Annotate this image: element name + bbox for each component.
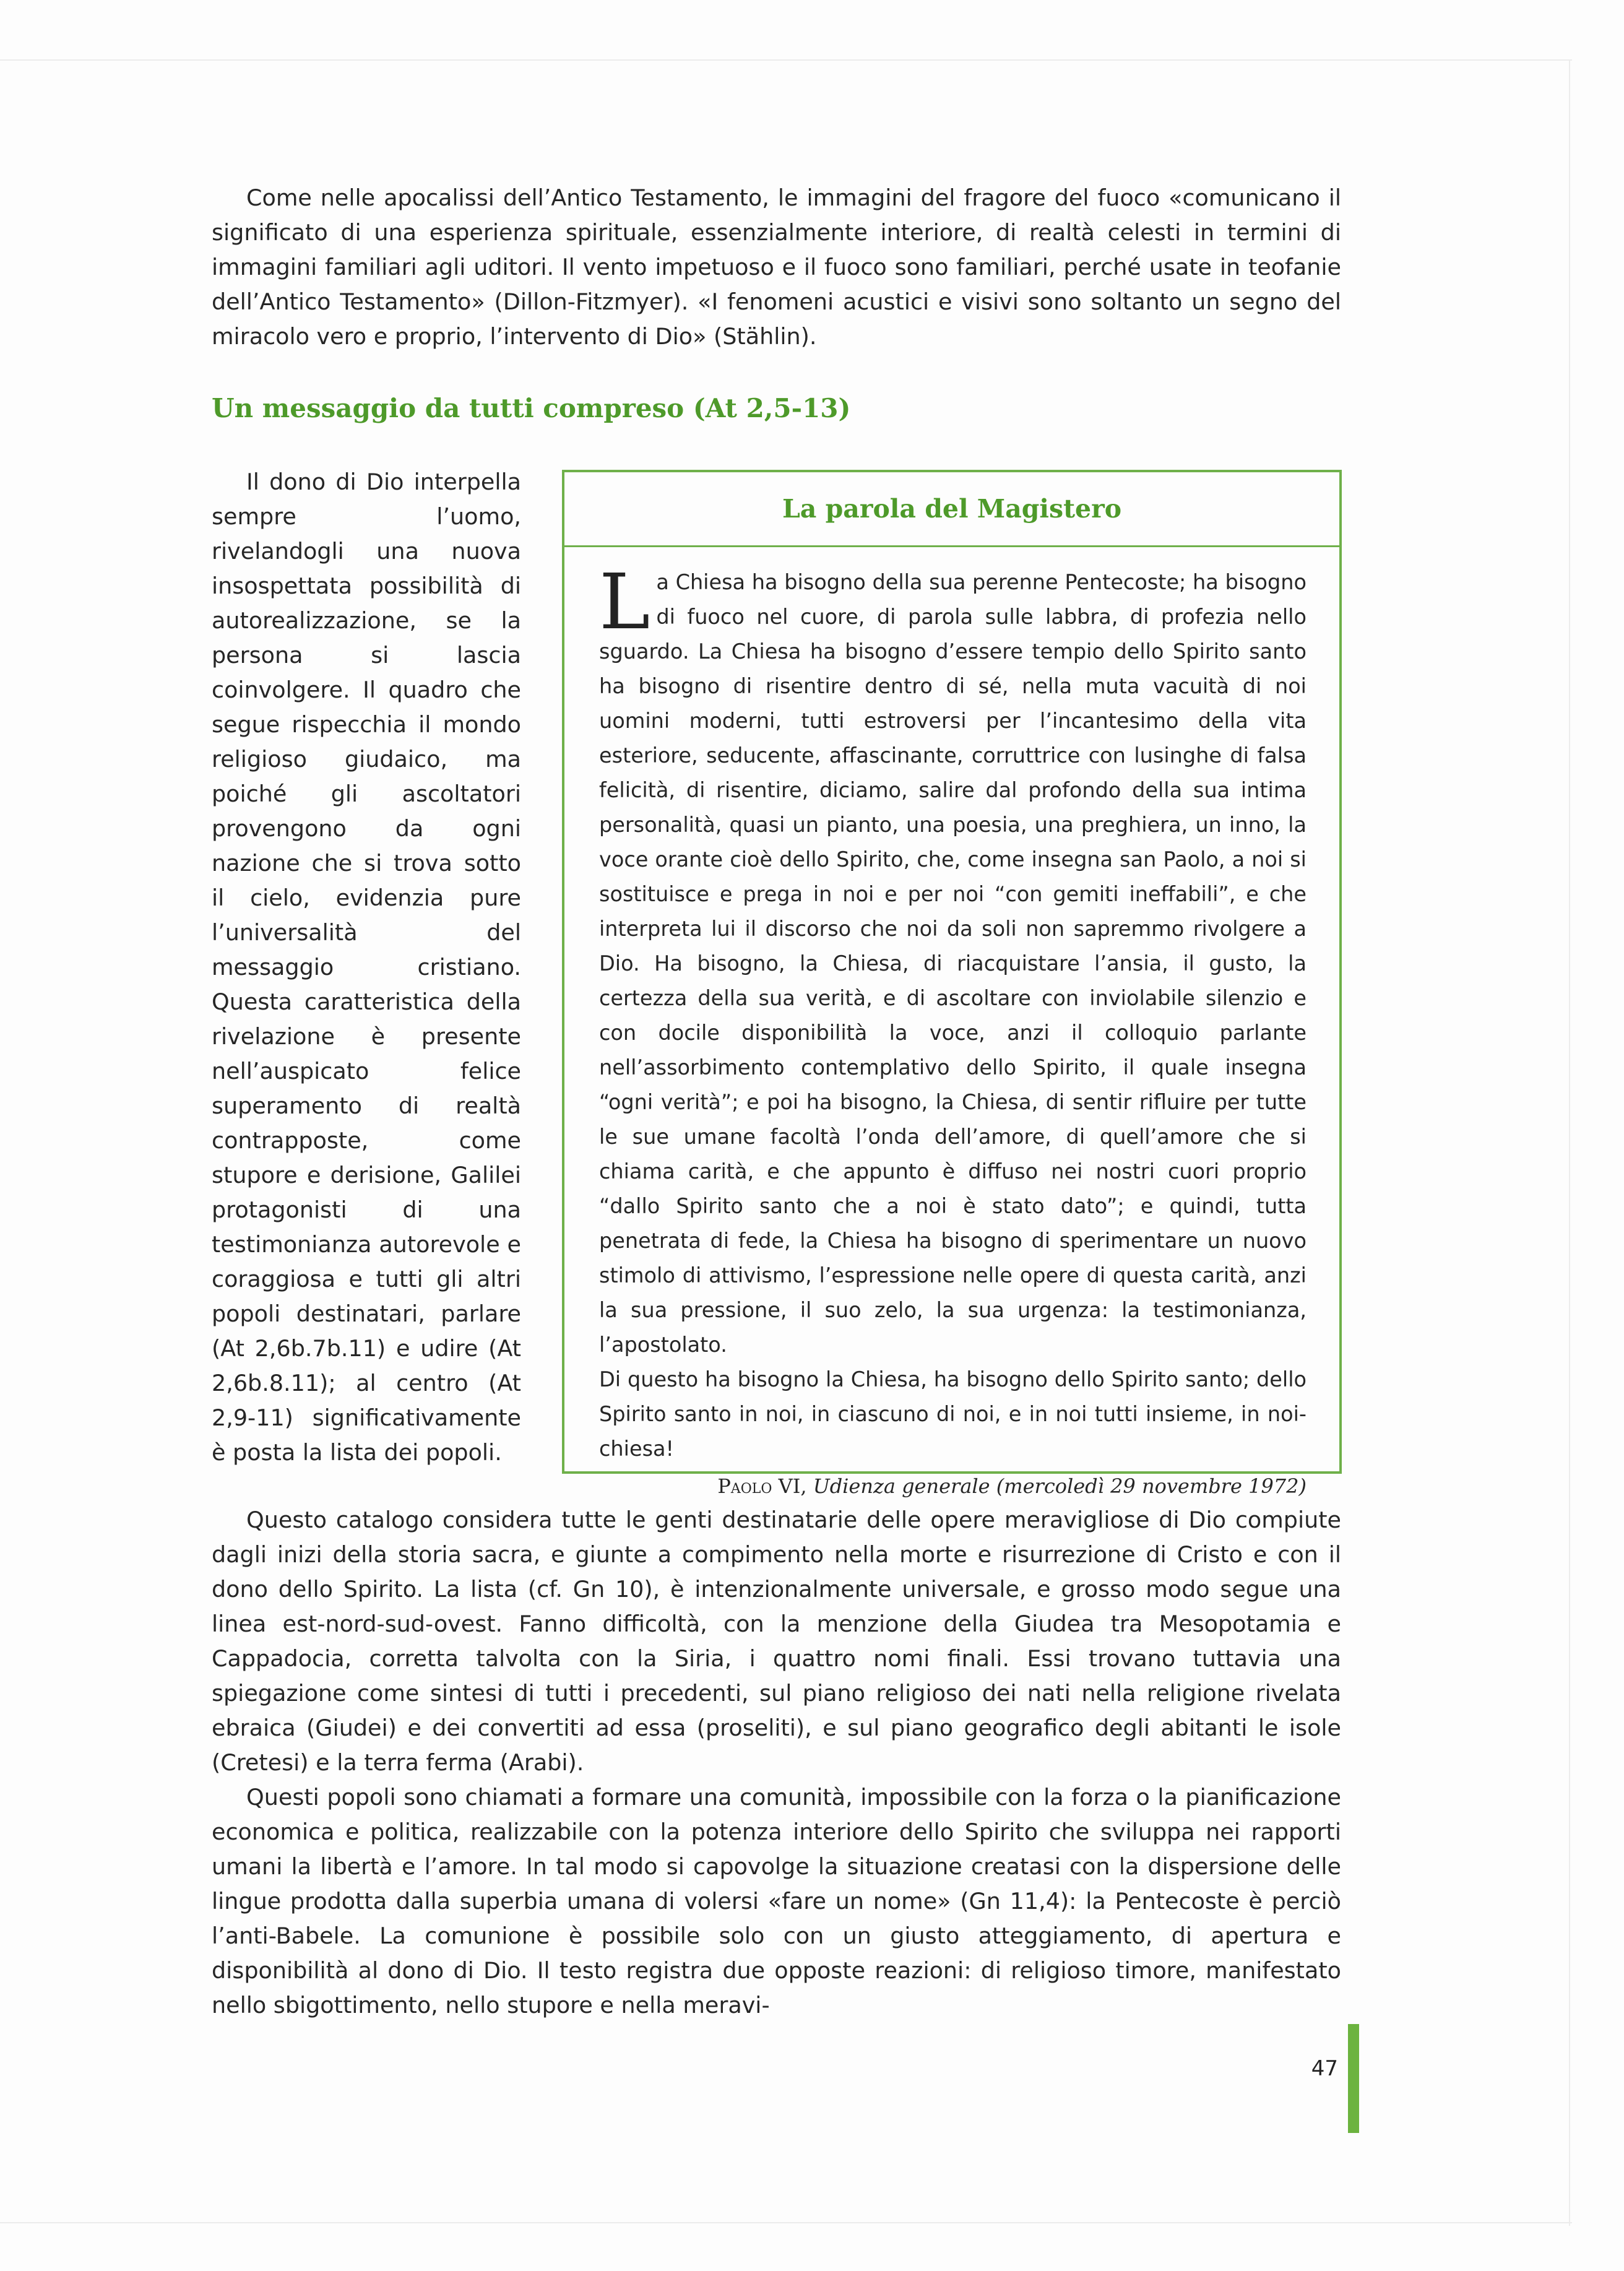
magistero-quote (599, 558, 1307, 1362)
magistero-closing: Di questo ha bisogno la Chiesa, ha bisogno dello Spirito santo; dello Spirito santo in noi, in ciascuno di noi, e in noi tutti insieme, in noi-chiesa! (599, 1367, 1307, 1461)
intro-paragraph: Come nelle apocalissi dell’Antico Testamento, le immagini del fragore del fuoco «comunicano il significato di una esperienza spirituale, essenzialmente interiore, di realtà celesti in termini di immagini familiari agli uditori. Il vento impetuoso e il fuoco sono familiari, perché usate in teofanie dell’Antico Testamento» (Dillon-Fitzmyer). «I fenomeni acustici e visivi sono soltanto un segno del miracolo vero e proprio, l’intervento di Dio» (Stählin). (212, 184, 1341, 350)
section-heading: Un messaggio da tutti compreso (At 2,5-13) (212, 393, 851, 423)
magistero-quote-text: a Chiesa ha bisogno della sua perenne Pentecoste; ha bisogno di fuoco nel cuore, di parola sulle labbra, di profezia nello sguardo. La Chiesa ha bisogno d’essere tempio dello Spirito santo ha bisogno di risentire dentro di sé, nella muta vacuità di noi uomini moderni, tutti estroversi per l’incantesimo della vita esteriore, seducente, affascinante, corruttrice con lusinghe di falsa felicità, di risentire, diciamo, salire dal profondo della sua intima personalità, quasi un pianto, una poesia, una preghiera, un inno, la voce orante cioè dello Spirito, che, come insegna san Paolo, a noi si sostituisce e prega in noi e per noi “con gemiti ineffabili”, e che interpreta lui il discorso che noi da soli non sapremmo rivolgere a Dio. Ha bisogno, la Chiesa, di riacquistare l’ansia, il gusto, la certezza della sua verità, e di ascoltare con inviolabile silenzio e con docile disponibilità la voce, anzi il colloquio parlante nell’assorbimento contemplativo dello Spirito, il quale insegna “ogni verità”; e poi ha bisogno, la Chiesa, di sentir rifluire per tutte le sue umane facoltà l’onda dell’amore, di quell’amore che si chiama carità, e che appunto è diffuso nei nostri cuori proprio “dallo Spirito santo che a noi è stato dato”; e quindi, tutta penetrata di fede, la Chiesa ha bisogno di sperimentare un nuovo stimolo di attivismo, l’espressione nelle opere di questa carità, anzi la sua pressione, il suo zelo, la sua urgenza: la testimonianza, l’apostolato. (599, 570, 1307, 1357)
bottom-paragraph-1: Questo catalogo considera tutte le genti destinatarie delle opere meravigliose di Dio compiute dagli inizi della storia sacra, e giunte a compimento nella morte e risurrezione di Cristo e con il dono dello Spirito. La lista (cf. Gn 10), è intenzionalmente universale, e grosso modo segue una linea est-nord-sud-ovest. Fanno difficoltà, con la menzione della Giudea tra Mesopotamia e Cappadocia, corretta talvolta con la Siria, i quattro nomi finali. Essi trovano tuttavia una spiegazione come sintesi di tutti i precedenti, sul piano religioso dei nati nella religione rivelata ebraica (Giudei) e dei convertiti ad essa (proseliti), e sul piano geografico degli abitanti le isole (Cretesi) e la terra ferma (Arabi). (212, 1507, 1341, 1776)
magistero-box-body (599, 558, 1307, 1503)
magistero-box-heading: La parola del Magistero (564, 472, 1339, 547)
page-number: 47 (1311, 2056, 1338, 2081)
attribution-author: Paolo VI, (717, 1474, 807, 1498)
attribution-source: Udienza generale (mercoledì 29 novembre 1972) (813, 1474, 1307, 1498)
left-column-paragraph: Il dono di Dio interpella sempre l’uomo, rivelandogli una nuova insospettata possibilità di autorealizzazione, se la persona si lascia coinvolgere. Il quadro che segue rispecchia il mondo religioso giudaico, ma poiché gli ascoltatori provengono da ogni nazione che si trova sotto il cielo, evidenzia pure l’universalità del messaggio cristiano. Questa caratteristica della rivelazione è presente nell’auspicato felice superamento di realtà contrapposte, come stupore e derisione, Galilei protagonisti di una testimonianza autorevole e coraggiosa e tutti gli altri popoli destinatari, parlare (At 2,6b.7b.11) e udire (At 2,6b.8.11); al centro (At 2,9-11) significativamente è posta la lista dei popoli. (212, 469, 521, 1466)
magistero-box (562, 470, 1342, 1498)
drop-cap: L (599, 558, 650, 647)
page-edge-right (1569, 59, 1570, 2226)
magistero-attribution (599, 1469, 1307, 1503)
page-color-tab (1348, 2024, 1359, 2133)
page-edge-bottom (0, 2222, 1572, 2223)
page-edge-top (0, 59, 1572, 61)
bottom-paragraph-2: Questi popoli sono chiamati a formare una comunità, impossibile con la forza o la pianificazione economica e politica, realizzabile con la potenza interiore dello Spirito che sviluppa nei rapporti umani la libertà e l’amore. In tal modo si capovolge la situazione creatasi con la dispersione delle lingue prodotta dalla superbia umana di volersi «fare un nome» (Gn 11,4): la Pentecoste è perciò l’anti-Babele. La comunione è possibile solo con un giusto atteggiamento, di apertura e disponibilità al dono di Dio. Il testo registra due opposte reazioni: di religioso timore, manifestato nello sbigottimento, nello stupore e nella meravi- (212, 1784, 1341, 2018)
bottom-text (212, 1503, 1341, 2023)
